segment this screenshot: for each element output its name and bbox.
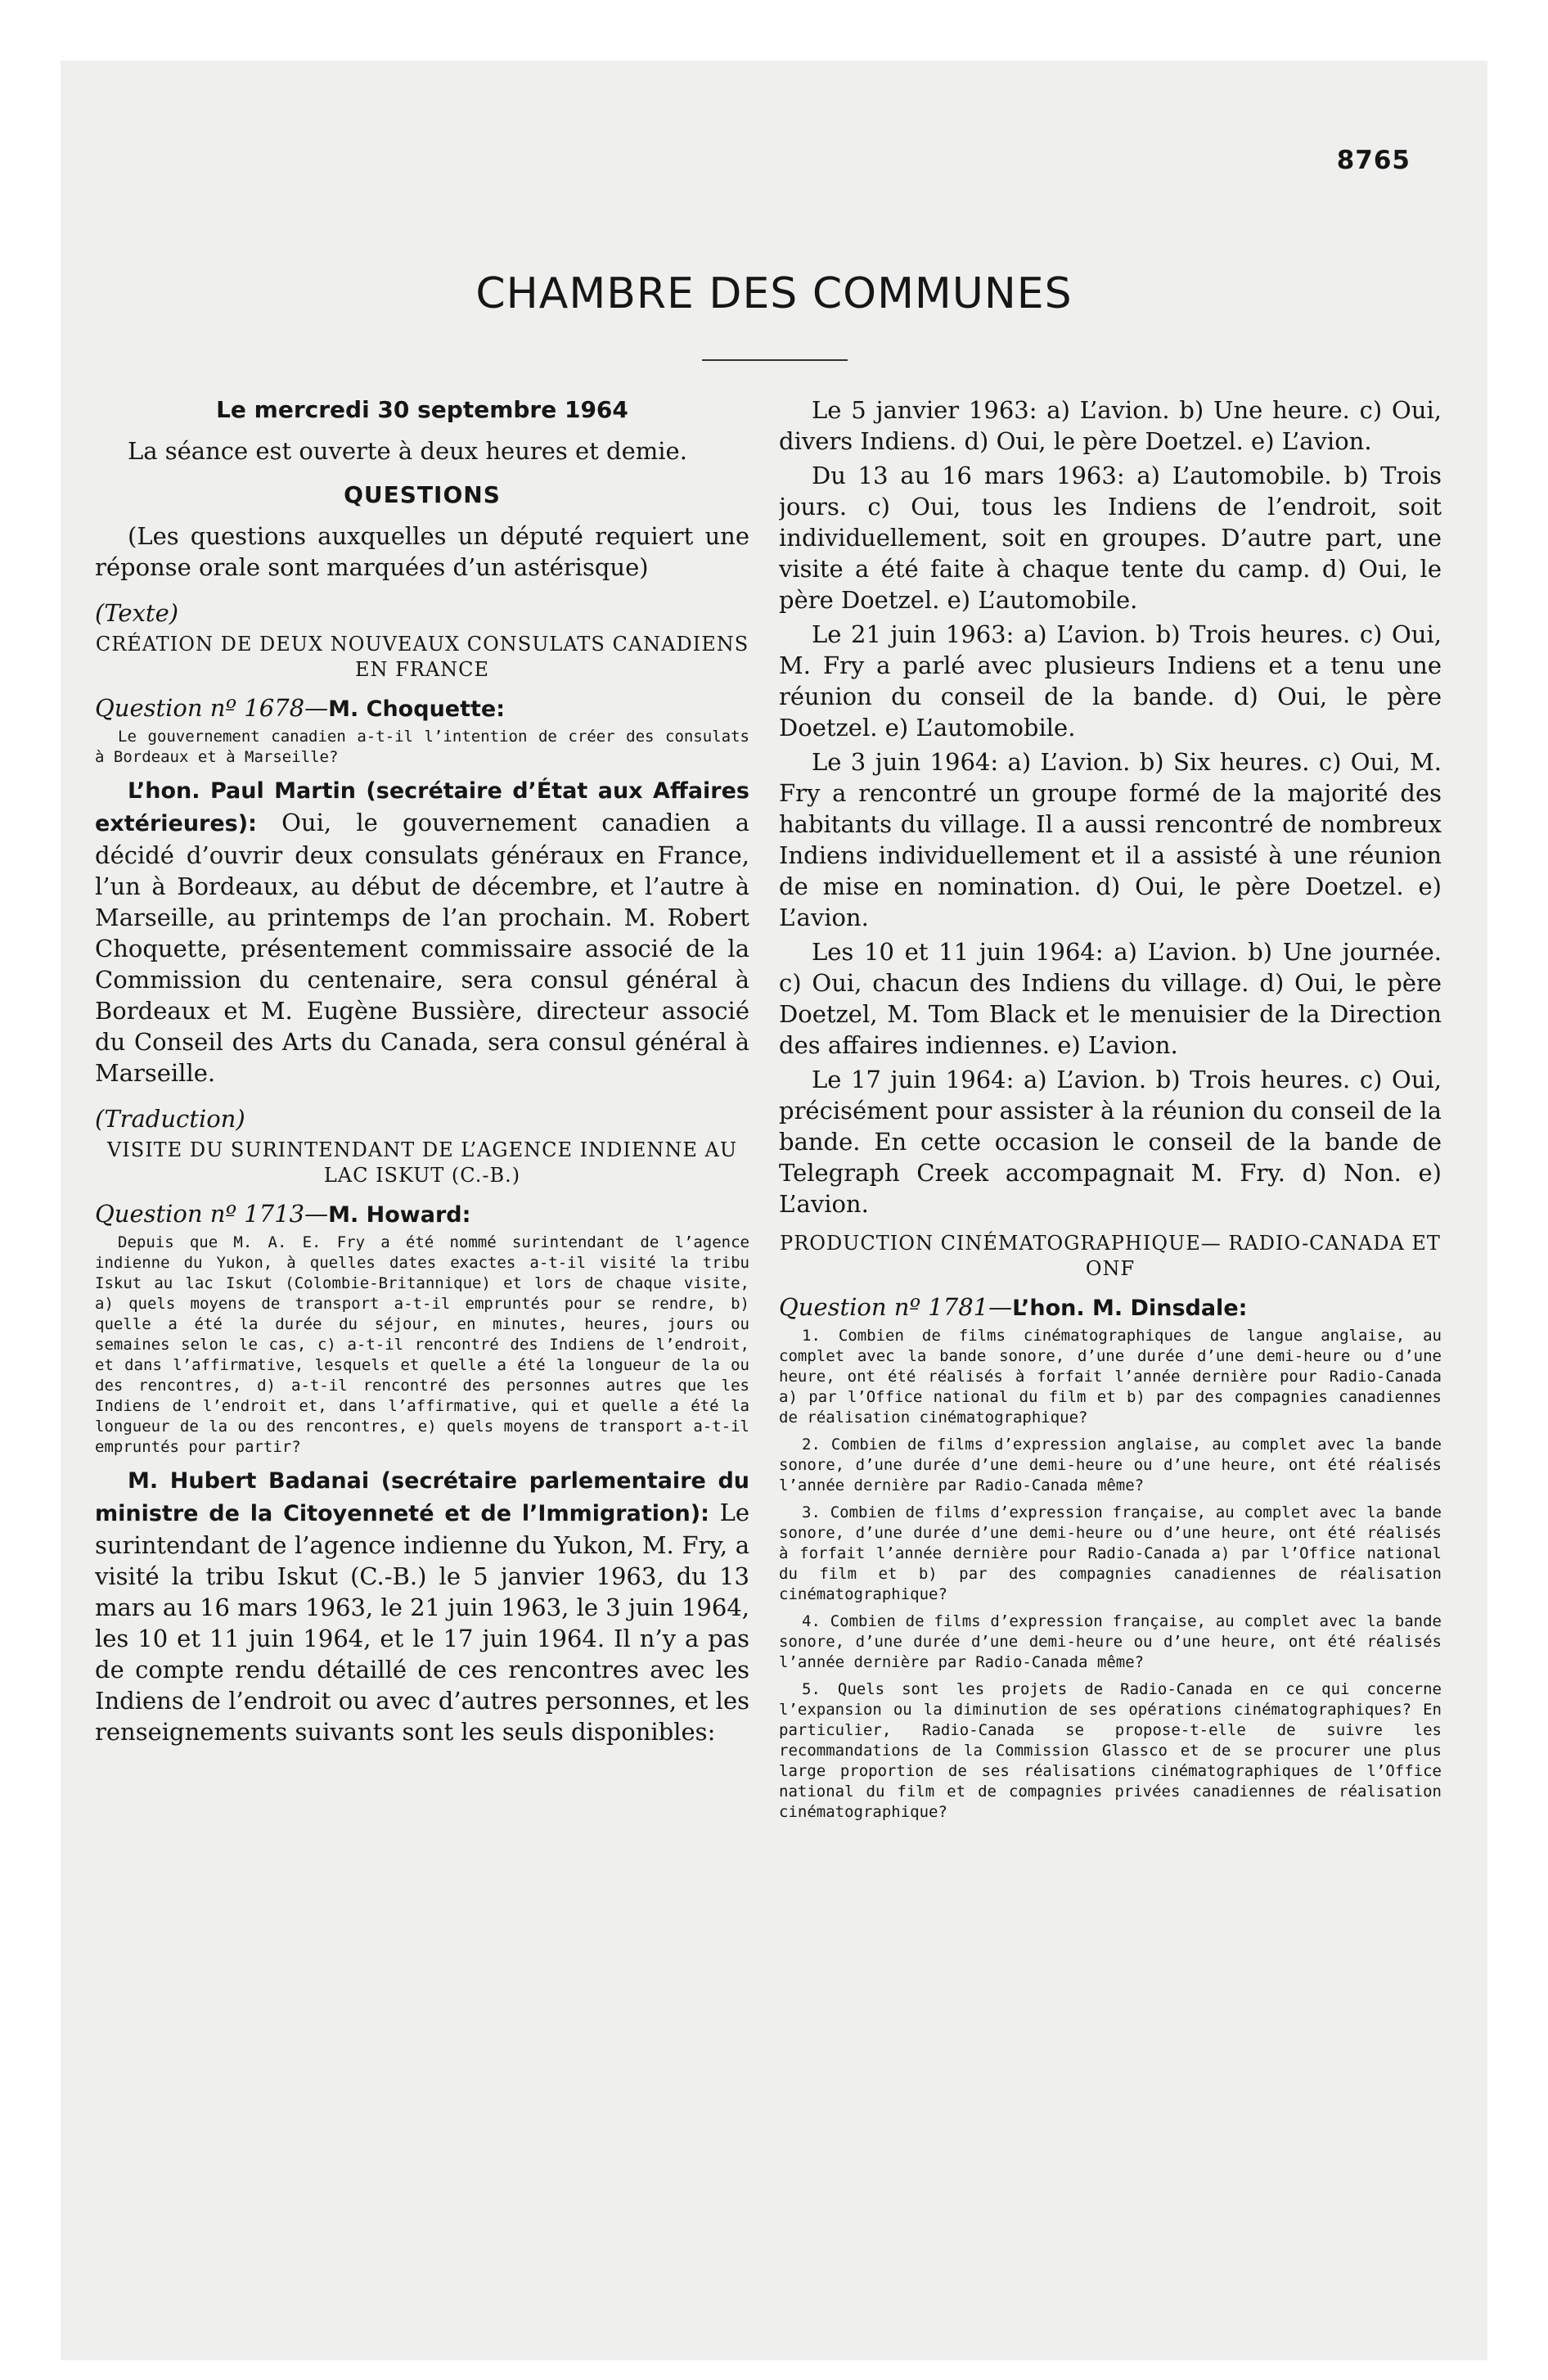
q1781-item: 5. Quels sont les projets de Radio-Canada en ce qui concerne l’expansion ou la diminution de ses opérations cinématographiques? En particulier, Radio-Canada se propose-t-elle de suivre les recommandations de la Commission Glassco et de se procurer une plus large proportion de ses réalisations cinématographiques de l’Office national du film et de compagnies privées canadiennes de réalisation cinématographique? [779, 1680, 1442, 1821]
q1713-answer-text: Le surintendant de l’agence indienne du Yukon, M. Fry, a visité la tribu Iskut (C.-B.) le 5 janvier 1963, du 13 mars au 16 mars 1963, le 21 juin 1963, le 3 juin 1964, les 10 et 11 juin 1964, et le 17 juin 1964. Il n’y a pas de compte rendu détaillé de ces rencontres avec les Indiens de l’endroit ou avec d’autres personnes, et les renseignements suivants sont les seuls disponibles: [95, 1499, 749, 1746]
q1781-label: Question nº 1781— [779, 1293, 1013, 1321]
q1713-answer-speaker: M. Hubert Badanai (secrétaire parlementaire du ministre de la Citoyenneté et de l’Immigration): [95, 1468, 749, 1526]
questions-note: (Les questions auxquelles un député requiert une réponse orale sont marquées d’un astérisque) [95, 522, 749, 581]
q1781-item: 1. Combien de films cinématographiques de langue anglaise, au complet avec la bande sonore, d’une durée d’une demi-heure ou d’une heure, ont été réalisés à forfait l’année dernière pour Radio-Canada a) par l’Office national du film et b) par des compagnies canadiennes de réalisation cinématographique? [779, 1327, 1442, 1427]
q1781-asker: L’hon. M. Dinsdale: [1012, 1296, 1248, 1321]
visit-paragraph: Le 21 juin 1963: a) L’avion. b) Trois heures. c) Oui, M. Fry a parlé avec plusieurs Indiens et a tenu une réunion du conseil de la bande. d) Oui, le père Doetzel. e) L’automobile. [779, 620, 1442, 741]
q1678-title: CRÉATION DE DEUX NOUVEAUX CONSULATS CANADIENS EN FRANCE [95, 633, 749, 681]
q1781-title: PRODUCTION CINÉMATOGRAPHIQUE— RADIO-CANADA ET ONF [780, 1232, 1441, 1280]
q1678-answer [95, 774, 749, 1089]
sitting-date: Le mercredi 30 septembre 1964 [216, 396, 628, 423]
traduction-tag: (Traduction) [95, 1105, 245, 1133]
page-title: CHAMBRE DES COMMUNES [475, 269, 1073, 318]
q1713-header [95, 1198, 749, 1231]
q1781-item: 3. Combien de films d’expression française, au complet avec la bande sonore, d’une durée d’une demi-heure ou d’une heure, ont été réalisés à forfait l’année dernière pour Radio-Canada a) par l’Office national du film et b) par des compagnies canadiennes de réalisation cinématographique? [779, 1503, 1442, 1603]
q1781-item: 4. Combien de films d’expression française, au complet avec la bande sonore, d’une durée d’une demi-heure ou d’une heure, ont été réalisés l’année dernière par Radio-Canada même? [779, 1612, 1442, 1671]
q1713-label: Question nº 1713— [95, 1200, 329, 1228]
visit-paragraph: Du 13 au 16 mars 1963: a) L’automobile. b) Trois jours. c) Oui, tous les Indiens de l’endroit, soit individuellement, soit en groupes. D’autre part, une visite a été faite à chaque tente du camp. d) Oui, le père Doetzel. e) L’automobile. [779, 462, 1442, 614]
q1713-title: VISITE DU SURINTENDANT DE L’AGENCE INDIENNE AU LAC ISKUT (C.-B.) [106, 1138, 738, 1187]
q1678-answer-speaker: L’hon. Paul Martin (secrétaire d’État aux Affaires extérieures): [95, 778, 749, 836]
title-rule [702, 359, 848, 361]
page-number: 8765 [1336, 146, 1411, 175]
q1678-label: Question nº 1678— [95, 694, 329, 722]
q1781-header [779, 1291, 1442, 1324]
opening-paragraph: La séance est ouverte à deux heures et demie. [128, 437, 687, 465]
left-column [95, 394, 749, 2318]
q1713-answer [95, 1464, 749, 1747]
q1713-question: Depuis que M. A. E. Fry a été nommé surintendant de l’agence indienne du Yukon, à quelles dates exactes a-t-il visité la tribu Iskut au lac Iskut (Colombie-Britannique) et lors de chaque visite, a) quels moyens de transport a-t-il empruntés pour se rendre, b) quelle a été la durée du séjour, en minutes, heures, jours ou semaines selon le cas, c) a-t-il rencontré des Indiens de l’endroit, et dans l’affirmative, lesquels et quelle a été la longueur de la ou des rencontres, d) a-t-il rencontré des personnes autres que les Indiens de l’endroit et, dans l’affirmative, qui et quelle a été la longueur de la ou des rencontres, e) quels moyens de transport a-t-il empruntés pour partir? [95, 1233, 749, 1456]
page-sheet [61, 61, 1487, 2360]
q1713-asker: M. Howard: [328, 1202, 471, 1228]
q1678-answer-text: Oui, le gouvernement canadien a décidé d’ouvrir deux consulats généraux en France, l’un à Bordeaux, au début de décembre, et l’autre à Marseille, au printemps de l’an prochain. M. Robert Choquette, présentement commissaire associé de la Commission du centenaire, sera consul général à Bordeaux et M. Eugène Bussière, directeur associé du Conseil des Arts du Canada, sera consul général à Marseille. [95, 809, 749, 1087]
q1678-asker: M. Choquette: [328, 696, 506, 722]
right-column [779, 394, 1442, 2318]
questions-heading: QUESTIONS [344, 481, 501, 508]
visit-paragraph: Les 10 et 11 juin 1964: a) L’avion. b) Une journée. c) Oui, chacun des Indiens du village. d) Oui, le père Doetzel, M. Tom Black et le menuisier de la Direction des affaires indiennes. e) L’avion. [779, 938, 1442, 1059]
visit-paragraph: Le 3 juin 1964: a) L’avion. b) Six heures. c) Oui, M. Fry a rencontré un groupe formé de la majorité des habitants du village. Il a aussi rencontré de nombreux Indiens individuellement et il a assisté à une réunion de mise en nomination. d) Oui, le père Doetzel. e) L’avion. [779, 748, 1442, 931]
q1678-header [95, 692, 749, 725]
q1678-question: Le gouvernement canadien a-t-il l’intention de créer des consulats à Bordeaux et à Marseille? [95, 728, 749, 766]
visit-paragraph: Le 5 janvier 1963: a) L’avion. b) Une heure. c) Oui, divers Indiens. d) Oui, le père Doetzel. e) L’avion. [779, 396, 1442, 455]
texte-tag: (Texte) [95, 599, 179, 627]
q1781-item: 2. Combien de films d’expression anglaise, au complet avec la bande sonore, d’une durée d’une demi-heure ou d’une heure, ont été réalisés l’année dernière par Radio-Canada même? [779, 1436, 1442, 1494]
visit-paragraph: Le 17 juin 1964: a) L’avion. b) Trois heures. c) Oui, précisément pour assister à la réunion du conseil de la bande. En cette occasion le conseil de la bande de Telegraph Creek accompagnait M. Fry. d) Non. e) L’avion. [779, 1066, 1442, 1218]
